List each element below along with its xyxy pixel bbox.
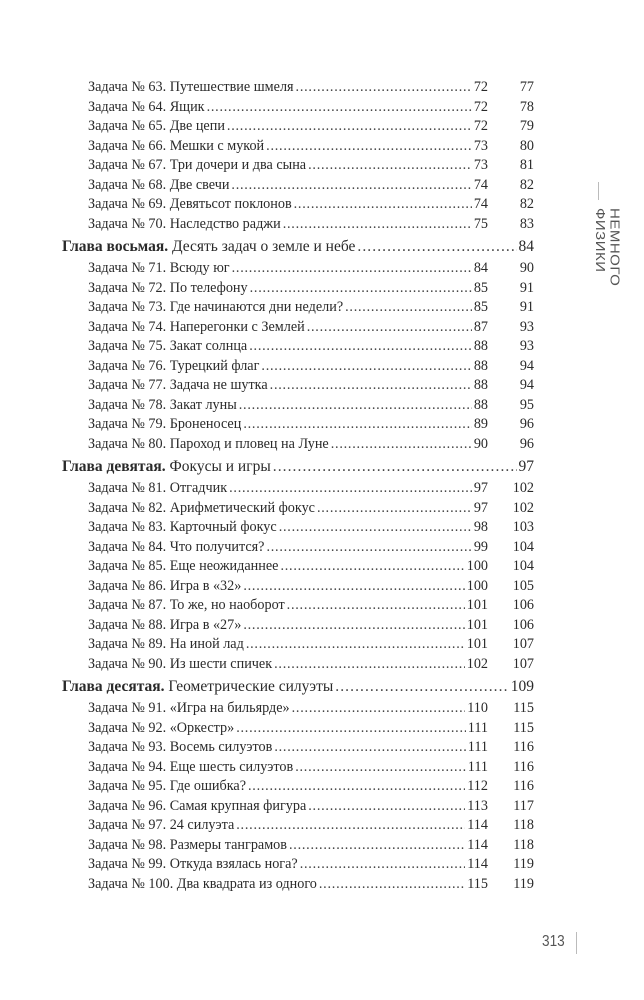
entry-answer-page: 117 [513, 797, 534, 814]
entry-page: 88 [473, 338, 488, 354]
toc-entry [62, 396, 534, 416]
entry-title: Задача № 79. Броненосец [88, 416, 242, 432]
entry-title: Задача № 89. На иной лад [88, 636, 244, 652]
toc-entry [62, 577, 534, 597]
leader-dots [246, 635, 465, 655]
entry-title: Задача № 69. Девятьсот поклонов [88, 196, 292, 212]
toc-entry [62, 538, 534, 558]
entry-answer-page: 115 [513, 700, 534, 716]
entry-page: 102 [466, 655, 488, 672]
chapter-number: Глава восьмая. [62, 238, 169, 255]
toc-entry [62, 318, 534, 338]
entry-page: 100 [466, 577, 488, 594]
chapter-name: Десять задач о земле и небе [171, 238, 356, 255]
entry-answer-page: 116 [513, 739, 534, 755]
entry-answer-page: 77 [519, 79, 534, 95]
entry-title: Задача № 64. Ящик [88, 98, 205, 115]
leader-dots [308, 156, 472, 176]
toc-entry [62, 499, 534, 519]
running-head [590, 190, 622, 340]
toc-entry [62, 117, 534, 137]
entry-page: 112 [467, 778, 488, 794]
entry-answer-page: 91 [519, 299, 534, 315]
running-head-text: НЕМНОГО ФИЗИКИ [592, 208, 622, 287]
entry-title: Задача № 73. Где начинаются дни недели? [88, 299, 344, 315]
entry-title: Задача № 70. Наследство раджи [88, 215, 281, 232]
leader-dots [261, 357, 471, 377]
leader-dots [250, 279, 472, 299]
toc-entry [62, 215, 534, 235]
entry-title: Задача № 80. Пароход и пловец на Луне [88, 435, 329, 452]
leader-dots [280, 557, 464, 577]
entry-page: 111 [467, 719, 488, 736]
entry-page: 85 [473, 279, 488, 296]
toc-entry [62, 875, 534, 895]
entry-answer-page: 81 [519, 157, 534, 173]
entry-page: 87 [473, 318, 488, 335]
toc-entry [62, 719, 534, 739]
entry-answer-page: 118 [513, 836, 534, 853]
chapter-title [62, 236, 355, 258]
leader-dots [227, 117, 472, 137]
entry-page: 88 [473, 357, 488, 374]
entry-title: Задача № 87. То же, но наоборот [88, 597, 285, 613]
entry-title: Задача № 94. Еще шесть силуэтов [88, 758, 294, 775]
leader-dots [236, 719, 466, 739]
chapter-number: Глава девятая. [62, 458, 166, 475]
leader-dots [345, 298, 472, 318]
entry-title: Задача № 63. Путешествие шмеля [88, 79, 294, 95]
leader-dots [248, 777, 465, 797]
leader-dots [317, 499, 472, 519]
toc-entry [62, 156, 534, 176]
leader-dots [243, 577, 464, 597]
leader-dots [274, 655, 465, 675]
leader-dots [292, 699, 466, 719]
toc-entry [62, 518, 534, 538]
entry-title: Задача № 66. Мешки с мукой [88, 137, 265, 154]
entry-page: 85 [473, 299, 488, 315]
table-of-contents [62, 78, 534, 894]
leader-dots [274, 738, 465, 758]
toc-entry [62, 376, 534, 396]
entry-title: Задача № 97. 24 силуэта [88, 817, 235, 833]
entry-answer-page: 105 [512, 577, 534, 594]
entry-title: Задача № 84. Что получится? [88, 538, 265, 555]
toc-entry [62, 195, 534, 215]
entry-answer-page: 96 [519, 435, 534, 452]
entry-answer-page: 93 [519, 338, 534, 354]
entry-title: Задача № 67. Три дочери и два сына [88, 157, 307, 173]
entry-answer-page: 106 [512, 597, 534, 613]
entry-answer-page: 82 [519, 196, 534, 212]
entry-answer-page: 119 [513, 875, 534, 892]
entry-title: Задача № 71. Всюду юг [88, 260, 230, 276]
entry-title: Задача № 96. Самая крупная фигура [88, 797, 307, 814]
entry-title: Задача № 82. Арифметический фокус [88, 499, 315, 516]
entry-page: 101 [466, 616, 488, 633]
chapter-page: 109 [510, 678, 534, 695]
toc-entry [62, 557, 534, 577]
leader-dots [236, 816, 465, 836]
leader-dots [279, 518, 472, 538]
toc-entry [62, 777, 534, 797]
chapter-title [62, 456, 271, 478]
entry-title: Задача № 77. Задача не шутка [88, 377, 268, 393]
entry-page: 114 [467, 856, 488, 872]
entry-title: Задача № 95. Где ошибка? [88, 778, 246, 794]
leader-dots [287, 596, 465, 616]
entry-answer-page: 116 [513, 778, 534, 794]
entry-answer-page: 80 [519, 137, 534, 154]
entry-answer-page: 118 [513, 817, 534, 833]
entry-page: 111 [467, 758, 488, 775]
leader-dots [243, 616, 464, 636]
leader-dots [229, 479, 472, 499]
entry-title: Задача № 93. Восемь силуэтов [88, 739, 273, 755]
chapter-name: Геометрические силуэты [168, 678, 334, 695]
entry-title: Задача № 100. Два квадрата из одного [88, 875, 317, 892]
entry-answer-page: 107 [512, 655, 534, 672]
leader-dots [243, 415, 471, 435]
leader-dots [249, 337, 472, 357]
chapter-name: Фокусы и игры [169, 458, 271, 475]
leader-dots [294, 195, 472, 215]
entry-title: Задача № 91. «Игра на бильярде» [88, 700, 290, 716]
entry-title: Задача № 99. Откуда взялась нога? [88, 856, 298, 872]
entry-page: 99 [473, 538, 488, 555]
entry-page: 110 [467, 700, 488, 716]
leader-dots [207, 98, 472, 118]
entry-page: 114 [467, 836, 488, 853]
chapter-heading [62, 456, 534, 478]
toc-entry [62, 98, 534, 118]
entry-page: 101 [466, 636, 488, 652]
entry-page: 101 [466, 597, 488, 613]
entry-page: 111 [467, 739, 488, 755]
entry-answer-page: 115 [513, 719, 534, 736]
entry-answer-page: 107 [512, 636, 534, 652]
leader-dots [331, 435, 472, 455]
toc-entry [62, 797, 534, 817]
entry-page: 90 [473, 435, 488, 452]
entry-page: 73 [473, 157, 488, 173]
leader-dots [295, 758, 466, 778]
entry-page: 74 [473, 196, 488, 212]
toc-entry [62, 655, 534, 675]
entry-answer-page: 83 [519, 215, 534, 232]
entry-page: 84 [473, 260, 488, 276]
entry-answer-page: 106 [512, 616, 534, 633]
entry-title: Задача № 92. «Оркестр» [88, 719, 235, 736]
toc-entry [62, 298, 534, 318]
entry-page: 114 [467, 817, 488, 833]
entry-page: 100 [466, 558, 488, 574]
toc-entry [62, 435, 534, 455]
entry-page: 88 [473, 377, 488, 393]
toc-entry [62, 415, 534, 435]
leader-dots [300, 855, 466, 875]
leader-dots [307, 318, 472, 338]
leader-dots [283, 215, 472, 235]
entry-answer-page: 93 [519, 318, 534, 335]
entry-title: Задача № 83. Карточный фокус [88, 519, 277, 535]
entry-answer-page: 90 [519, 260, 534, 276]
leader-dots [231, 176, 471, 196]
entry-title: Задача № 65. Две цепи [88, 118, 225, 134]
toc-entry [62, 337, 534, 357]
entry-title: Задача № 88. Игра в «27» [88, 616, 242, 633]
entry-page: 89 [473, 416, 488, 432]
entry-title: Задача № 78. Закат луны [88, 396, 237, 413]
chapter-number: Глава десятая. [62, 678, 165, 695]
page-number: 313 [542, 933, 565, 950]
leader-dots [270, 376, 472, 396]
chapter-heading [62, 676, 534, 698]
toc-entry [62, 137, 534, 157]
entry-page: 72 [473, 118, 488, 134]
entry-title: Задача № 72. По телефону [88, 279, 248, 296]
leader-dots [357, 236, 516, 258]
entry-answer-page: 95 [519, 396, 534, 413]
chapter-heading [62, 236, 534, 258]
entry-answer-page: 116 [513, 758, 534, 775]
toc-entry [62, 78, 534, 98]
entry-page: 73 [473, 137, 488, 154]
toc-entry [62, 635, 534, 655]
leader-dots [232, 259, 472, 279]
toc-entry [62, 616, 534, 636]
page-number-rule [576, 932, 577, 954]
toc-entry [62, 279, 534, 299]
entry-answer-page: 102 [512, 499, 534, 516]
toc-entry [62, 836, 534, 856]
entry-title: Задача № 98. Размеры танграмов [88, 836, 287, 853]
entry-answer-page: 104 [512, 558, 534, 574]
toc-entry [62, 596, 534, 616]
entry-answer-page: 91 [519, 279, 534, 296]
entry-answer-page: 102 [512, 480, 534, 496]
entry-page: 75 [473, 215, 488, 232]
entry-page: 97 [473, 480, 488, 496]
leader-dots [319, 875, 465, 895]
entry-title: Задача № 81. Отгадчик [88, 480, 228, 496]
entry-answer-page: 96 [519, 416, 534, 432]
entry-page: 97 [473, 499, 488, 516]
entry-title: Задача № 76. Турецкий флаг [88, 357, 260, 374]
entry-page: 74 [473, 176, 488, 193]
leader-dots [266, 137, 472, 157]
toc-entry [62, 699, 534, 719]
entry-answer-page: 119 [513, 856, 534, 872]
entry-page: 113 [467, 797, 488, 814]
entry-title: Задача № 85. Еще неожиданнее [88, 558, 279, 574]
entry-answer-page: 82 [519, 176, 534, 193]
leader-dots [296, 78, 472, 98]
entry-answer-page: 94 [519, 357, 534, 374]
chapter-page: 97 [518, 458, 534, 475]
entry-answer-page: 104 [512, 538, 534, 555]
leader-dots [308, 797, 465, 817]
entry-page: 88 [473, 396, 488, 413]
entry-page: 115 [467, 875, 488, 892]
entry-title: Задача № 75. Закат солнца [88, 338, 248, 354]
entry-answer-page: 94 [519, 377, 534, 393]
entry-title: Задача № 68. Две свечи [88, 176, 230, 193]
toc-entry [62, 816, 534, 836]
chapter-page: 84 [518, 238, 534, 255]
leader-dots [335, 676, 508, 698]
entry-title: Задача № 90. Из шести спичек [88, 655, 273, 672]
entry-answer-page: 103 [512, 519, 534, 535]
leader-dots [239, 396, 472, 416]
entry-title: Задача № 74. Наперегонки с Землей [88, 318, 305, 335]
leader-dots [266, 538, 471, 558]
entry-page: 72 [473, 98, 488, 115]
toc-entry [62, 176, 534, 196]
toc-entry [62, 259, 534, 279]
toc-entry [62, 479, 534, 499]
leader-dots [273, 456, 517, 478]
toc-entry [62, 738, 534, 758]
entry-page: 72 [473, 79, 488, 95]
entry-answer-page: 78 [519, 98, 534, 115]
entry-answer-page: 79 [519, 118, 534, 134]
toc-entry [62, 855, 534, 875]
leader-dots [289, 836, 465, 856]
entry-title: Задача № 86. Игра в «32» [88, 577, 242, 594]
entry-page: 98 [473, 519, 488, 535]
chapter-title [62, 676, 333, 698]
toc-entry [62, 357, 534, 377]
running-head-rule [598, 182, 599, 200]
toc-entry [62, 758, 534, 778]
